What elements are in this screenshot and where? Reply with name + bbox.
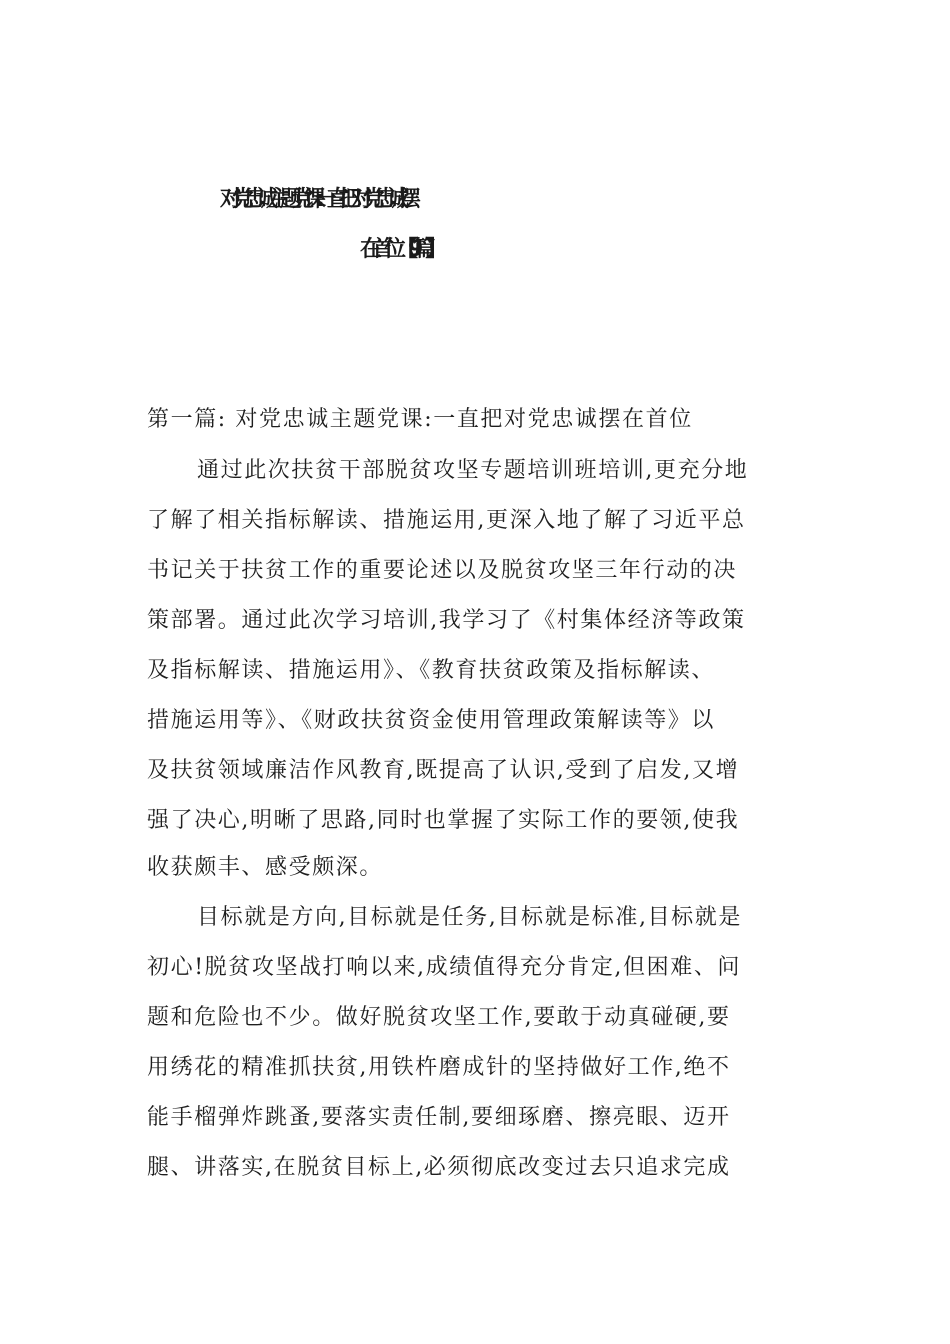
paragraph-1-line: 措施运用等》、《财政扶贫资金使用管理政策解读等》以 — [147, 708, 716, 733]
paragraph-1-line: 策部署。通过此次学习培训,我学习了《村集体经济等政策 — [147, 608, 746, 633]
paragraph-1-line: 及指标解读、措施运用》、《教育扶贫政策及指标解读、 — [147, 658, 716, 683]
paragraph-1-line: 通过此次扶贫干部脱贫攻坚专题培训班培训,更充分地 — [197, 458, 749, 483]
paragraph-2-line: 用绣花的精准抓扶贫,用铁杵磨成针的坚持做好工作,绝不 — [147, 1055, 731, 1080]
document-title-line-1: 对党忠诚主题党课:一直把对党忠诚摆 — [220, 187, 411, 212]
paragraph-2-line: 初心!脱贫攻坚战打响以来,成绩值得充分肯定,但困难、问 — [147, 955, 742, 980]
paragraph-1-line: 收获颇丰、感受颇深。 — [147, 855, 384, 880]
paragraph-1-line: 了解了相关指标解读、措施运用,更深入地了解了习近平总 — [147, 508, 746, 533]
section-heading: 第一篇: 对党忠诚主题党课:一直把对党忠诚摆在首位 — [147, 407, 693, 432]
paragraph-2-line: 腿、讲落实,在脱贫目标上,必须彻底改变过去只追求完成 — [147, 1155, 731, 1180]
paragraph-2-line: 题和危险也不少。做好脱贫攻坚工作,要敢于动真碰硬,要 — [147, 1005, 731, 1030]
paragraph-1-line: 书记关于扶贫工作的重要论述以及脱贫攻坚三年行动的决 — [147, 558, 738, 583]
paragraph-2-line: 目标就是方向,目标就是任务,目标就是标准,目标就是 — [197, 905, 742, 930]
document-title-line-2: 在首位【9篇】 — [360, 237, 438, 262]
paragraph-1-line: 强了决心,明晰了思路,同时也掌握了实际工作的要领,使我 — [147, 808, 740, 833]
paragraph-1-line: 及扶贫领域廉洁作风教育,既提高了认识,受到了启发,又增 — [147, 758, 740, 783]
paragraph-2-line: 能手榴弹炸跳蚤,要落实责任制,要细琢磨、擦亮眼、迈开 — [147, 1105, 731, 1130]
